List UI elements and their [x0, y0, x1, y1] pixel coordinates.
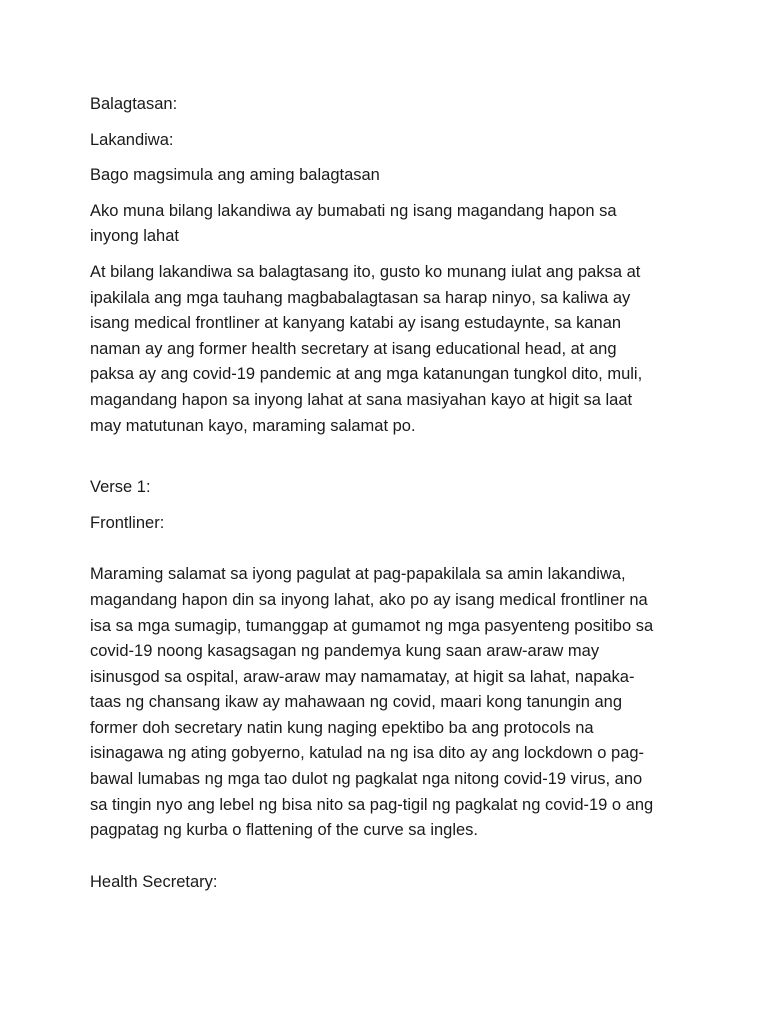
paragraph-frontliner: Maraming salamat sa iyong pagulat at pag-papakilala sa amin lakandiwa, magandang hapon din sa inyong lahat, ako po ay isang medical frontliner na isa sa mga sumagip, tumanggap at gumamot ng mga pasyenteng positibo sa covid-19 noong kasagsagan ng pandemya kung saan araw-araw may isinusgod sa ospital, araw-araw may namamatay, at higit sa lahat, napaka- taas ng chansang ikaw ay mahawaan ng covid, maari kong tanungin ang former doh secretary natin kung naging epektibo ba ang protocols na isinagawa ng ating gobyerno, katulad na ng isa dito ay ang lockdown o pag- bawal lumabas ng mga tao dulot ng pagkalat nga nitong covid-19 virus, ano sa tingin nyo ang lebel ng bisa nito sa pag-tigil ng pagkalat ng covid-19 o ang pagpatag ng kurba o flattening of the curve sa ingles.	[90, 565, 654, 840]
paragraph-greeting: Ako muna bilang lakandiwa ay bumabati ng isang magandang hapon sa inyong lahat	[90, 201, 617, 246]
heading-verse-1: Verse 1:	[90, 478, 151, 497]
speaker-frontliner: Frontliner:	[90, 513, 165, 532]
document-page	[90, 92, 690, 895]
speaker-health-secretary: Health Secretary:	[90, 872, 218, 891]
paragraph-topic: At bilang lakandiwa sa balagtasang ito, gusto ko munang iulat ang paksa at ipakilala ang mga tauhang magbabalagtasan sa harap ninyo, sa kaliwa ay isang medical frontliner at kanyang katabi ay isang estudaynte, sa kanan naman ay ang former health secretary at isang educational head, at ang paksa ay ang covid-19 pandemic at ang mga katanungan tungkol dito, muli, magandang hapon sa inyong lahat at sana masiyahan kayo at higit sa laat may matutunan kayo, maraming salamat po.	[90, 262, 643, 435]
heading-balagtasan: Balagtasan:	[90, 95, 178, 113]
speaker-lakandiwa: Lakandiwa:	[90, 130, 174, 149]
paragraph-intro: Bago magsimula ang aming balagtasan	[90, 166, 380, 185]
